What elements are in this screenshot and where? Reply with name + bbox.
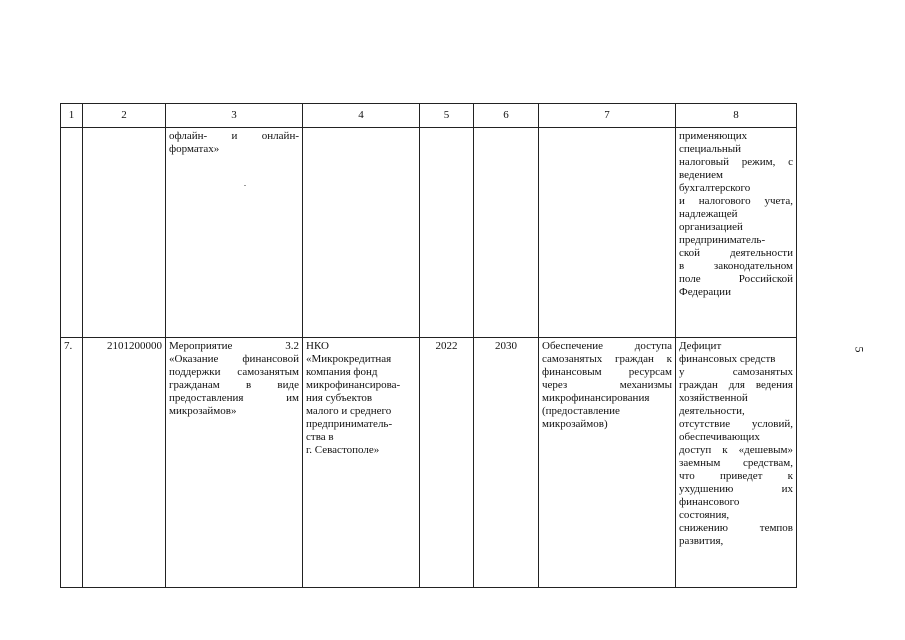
executor-line: малого и среднего [306, 405, 392, 417]
consequence-line: хозяйственной [679, 392, 748, 404]
scan-speck [244, 185, 246, 186]
result-line: (предоставление [542, 405, 620, 417]
cell-executor [303, 338, 420, 588]
cell-result [539, 128, 676, 338]
consequence-line: и налогового учета, [679, 195, 793, 207]
header-col-7: 7 [539, 104, 676, 128]
table-row-7 [61, 338, 797, 588]
consequence-line: Дефицит [679, 340, 722, 352]
cell-code: 2101200000 [83, 338, 166, 588]
consequence-line: ской деятельности [679, 247, 793, 259]
consequence-line: организацией [679, 221, 743, 233]
executor-line: НКО [306, 340, 329, 352]
cell-num [61, 128, 83, 338]
consequence-line: заемным средствам, [679, 457, 793, 469]
cell-activity [166, 338, 303, 588]
consequence-line: ухудшению их [679, 483, 793, 495]
consequence-line: финансовых средств [679, 353, 776, 365]
page-number: 5 [852, 346, 867, 353]
cell-consequences [676, 128, 797, 338]
consequence-line: снижению темпов [679, 522, 793, 534]
activity-line: форматах» [169, 143, 220, 155]
executor-line: ства в [306, 431, 334, 443]
result-line: финансовым ресурсам [542, 366, 672, 378]
executor-line: «Микрокредитная [306, 353, 392, 365]
cell-end-year [474, 128, 539, 338]
table-row-continuation [61, 128, 797, 338]
consequence-line: что приведет к [679, 470, 793, 482]
consequence-line: граждан для ведения [679, 379, 793, 391]
activity-line: гражданам в виде [169, 379, 299, 391]
consequence-line: обеспечивающих [679, 431, 760, 443]
cell-result [539, 338, 676, 588]
result-line: через механизмы [542, 379, 672, 391]
header-col-6: 6 [474, 104, 539, 128]
activity-line: поддержки самозанятым [169, 366, 299, 378]
consequence-line: у самозанятых [679, 366, 793, 378]
program-table [60, 103, 797, 588]
activity-line: «Оказание финансовой [169, 353, 299, 365]
result-line: Обеспечение доступа [542, 340, 672, 352]
cell-end-year: 2030 [474, 338, 539, 588]
header-col-1: 1 [61, 104, 83, 128]
header-col-8: 8 [676, 104, 797, 128]
cell-start-year: 2022 [420, 338, 474, 588]
consequence-line: в законодательном [679, 260, 793, 272]
executor-line: ния субъектов [306, 392, 373, 404]
activity-line: предоставления им [169, 392, 299, 404]
header-col-2: 2 [83, 104, 166, 128]
activity-line: Мероприятие 3.2 [169, 340, 299, 352]
consequence-line: финансового [679, 496, 740, 508]
consequence-line: Федерации [679, 286, 731, 298]
consequence-line: бухгалтерского [679, 182, 751, 194]
consequence-line: доступ к «дешевым» [679, 444, 793, 456]
activity-line: микрозаймов» [169, 405, 237, 417]
header-row [61, 104, 797, 128]
header-col-5: 5 [420, 104, 474, 128]
consequence-line: применяющих [679, 130, 748, 142]
header-col-3: 3 [166, 104, 303, 128]
consequence-line: состояния, [679, 509, 730, 521]
executor-line: г. Севастополе» [306, 444, 380, 456]
consequence-line: ведением [679, 169, 723, 181]
result-line: микрозаймов) [542, 418, 608, 430]
result-line: микрофинансирования [542, 392, 650, 404]
consequence-line: предприниматель- [679, 234, 766, 246]
cell-code [83, 128, 166, 338]
consequence-line: надлежащей [679, 208, 738, 220]
executor-line: микрофинансирова- [306, 379, 401, 391]
header-col-4: 4 [303, 104, 420, 128]
cell-executor [303, 128, 420, 338]
consequence-line: налоговый режим, с [679, 156, 793, 168]
activity-line: офлайн- и онлайн- [169, 130, 299, 142]
consequence-line: деятельности, [679, 405, 745, 417]
consequence-line: развития, [679, 535, 724, 547]
cell-activity [166, 128, 303, 338]
consequence-line: специальный [679, 143, 742, 155]
cell-consequences [676, 338, 797, 588]
cell-start-year [420, 128, 474, 338]
consequence-line: отсутствие условий, [679, 418, 793, 430]
cell-num: 7. [61, 338, 83, 588]
executor-line: предприниматель- [306, 418, 393, 430]
consequence-line: поле Российской [679, 273, 793, 285]
executor-line: компания фонд [306, 366, 378, 378]
result-line: самозанятых граждан к [542, 353, 672, 365]
